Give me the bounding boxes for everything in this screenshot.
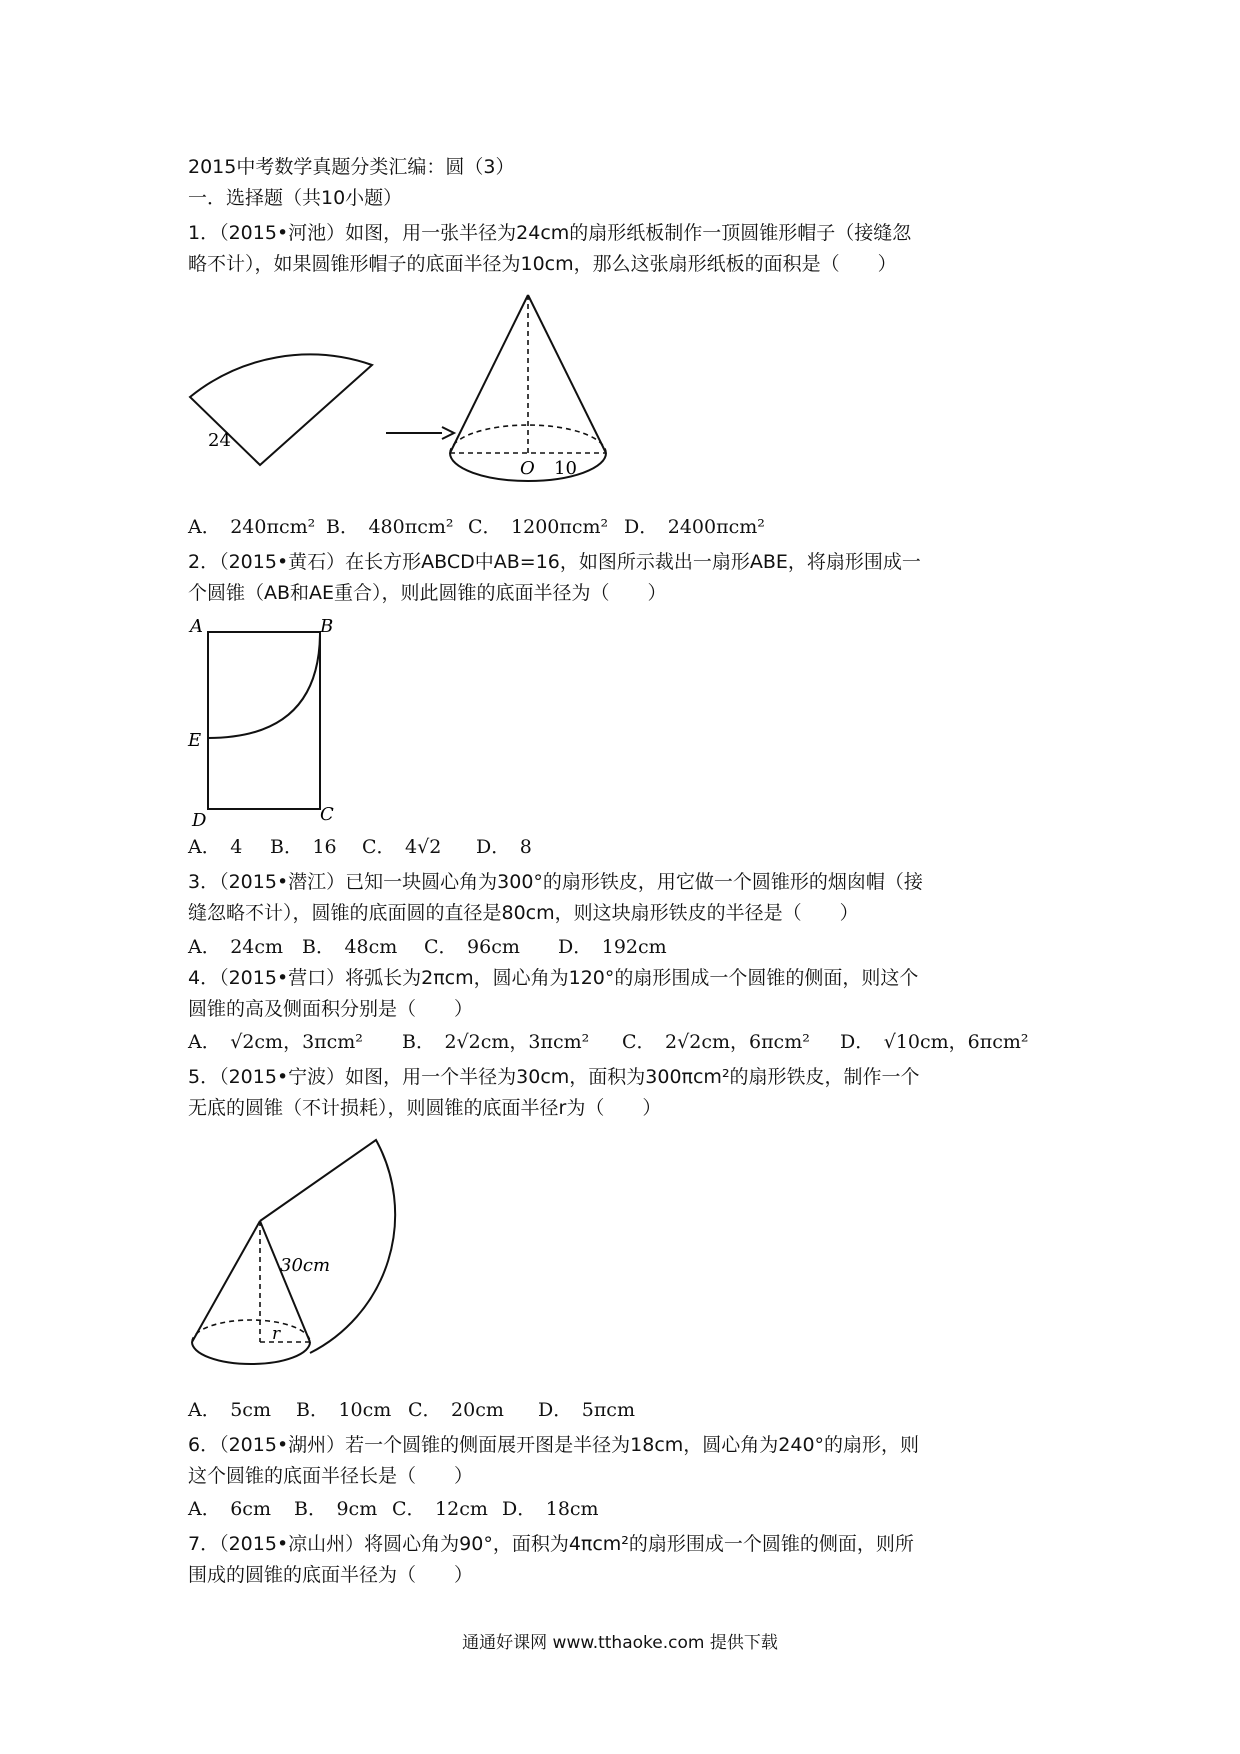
q6-option-a: A． 6cm xyxy=(188,1498,271,1520)
q1-option-c: C． 1200πcm² xyxy=(468,516,609,538)
q1-center-label: O xyxy=(520,458,535,479)
q2-rectangle xyxy=(208,632,320,809)
q5-option-a: A． 5cm xyxy=(188,1399,271,1421)
q2-label-b: B xyxy=(320,616,334,637)
q4-option-a: A． √2cm，3πcm² xyxy=(188,1031,363,1053)
q1-figure xyxy=(180,285,620,495)
q2-option-c: C． 4√2 xyxy=(362,836,442,858)
q5-slant-label: 30cm xyxy=(280,1255,331,1276)
q1-arrow-head xyxy=(442,427,454,439)
q5-option-d: D． 5πcm xyxy=(538,1399,635,1421)
q5-figure xyxy=(180,1128,430,1383)
q4-text-line2: 圆锥的高及侧面积分别是（ ） xyxy=(188,998,474,1020)
q3-option-c: C． 96cm xyxy=(424,936,520,958)
q1-option-b: B． 480πcm² xyxy=(326,516,454,538)
q2-label-c: C xyxy=(320,804,334,825)
q5-cone-left-side xyxy=(192,1221,260,1342)
q1-text-line1: 1．（2015•河池）如图，用一张半径为24cm的扇形纸板制作一顶圆锥形帽子（接缝忽 xyxy=(188,222,912,244)
q1-option-a: A． 240πcm² xyxy=(188,516,316,538)
q3-text-line2: 缝忽略不计），圆锥的底面圆的直径是80cm，则这块扇形铁皮的半径是（ ） xyxy=(188,902,859,924)
page-footer: 通通好课网 www.tthaoke.com 提供下载 xyxy=(462,1633,778,1653)
q2-label-e: E xyxy=(188,730,202,751)
q7-text-line2: 围成的圆锥的底面半径为（ ） xyxy=(188,1564,474,1586)
q5-cone-base-front xyxy=(192,1342,310,1364)
q4-option-d: D． √10cm，6πcm² xyxy=(840,1031,1029,1053)
q3-option-b: B． 48cm xyxy=(302,936,398,958)
q2-text-line2: 个圆锥（AB和AE重合），则此圆锥的底面半径为（ ） xyxy=(188,582,667,604)
q5-text-line1: 5．（2015•宁波）如图，用一个半径为30cm，面积为300πcm²的扇形铁皮，制作一个 xyxy=(188,1066,920,1088)
q2-option-d: D． 8 xyxy=(476,836,532,858)
q2-label-d: D xyxy=(192,810,207,827)
q6-option-c: C． 12cm xyxy=(392,1498,488,1520)
page-title: 2015中考数学真题分类汇编：圆（3） xyxy=(188,156,515,178)
q6-option-b: B． 9cm xyxy=(294,1498,378,1520)
q3-option-a: A． 24cm xyxy=(188,936,284,958)
q3-text-line1: 3．（2015•潜江）已知一块圆心角为300°的扇形铁皮，用它做一个圆锥形的烟囱帽（接 xyxy=(188,871,923,893)
q2-figure xyxy=(180,612,350,827)
q4-option-b: B． 2√2cm，3πcm² xyxy=(402,1031,590,1053)
q5-option-b: B． 10cm xyxy=(296,1399,392,1421)
q5-option-c: C． 20cm xyxy=(408,1399,504,1421)
section-heading: 一．选择题（共10小题） xyxy=(188,187,403,209)
q5-cone-base-back xyxy=(192,1320,310,1342)
q1-option-d: D． 2400πcm² xyxy=(624,516,765,538)
q2-option-b: B． 16 xyxy=(270,836,337,858)
q2-option-a: A． 4 xyxy=(188,836,243,858)
q2-label-a: A xyxy=(190,616,203,637)
q1-base-label: 10 xyxy=(554,458,577,479)
q2-arc-be xyxy=(208,632,320,738)
q2-text-line1: 2．（2015•黄石）在长方形ABCD中AB=16，如图所示裁出一扇形ABE，将扇形围成一 xyxy=(188,551,921,573)
q4-text-line1: 4．（2015•营口）将弧长为2πcm，圆心角为120°的扇形围成一个圆锥的侧面，则这个 xyxy=(188,967,919,989)
q6-text-line2: 这个圆锥的底面半径长是（ ） xyxy=(188,1465,474,1487)
q6-option-d: D． 18cm xyxy=(502,1498,599,1520)
q7-text-line1: 7．（2015•凉山州）将圆心角为90°，面积为4πcm²的扇形围成一个圆锥的侧面，则所 xyxy=(188,1533,914,1555)
q6-text-line1: 6．（2015•湖州）若一个圆锥的侧面展开图是半径为18cm，圆心角为240°的扇形，则 xyxy=(188,1434,920,1456)
q4-option-c: C． 2√2cm，6πcm² xyxy=(622,1031,810,1053)
q5-sector xyxy=(260,1140,395,1353)
q3-option-d: D． 192cm xyxy=(558,936,667,958)
q5-r-label: r xyxy=(272,1324,281,1344)
q5-text-line2: 无底的圆锥（不计损耗），则圆锥的底面半径r为（ ） xyxy=(188,1097,662,1119)
q1-radius-label: 24 xyxy=(208,430,231,451)
q1-text-line2: 略不计），如果圆锥形帽子的底面半径为10cm，那么这张扇形纸板的面积是（ ） xyxy=(188,253,897,275)
